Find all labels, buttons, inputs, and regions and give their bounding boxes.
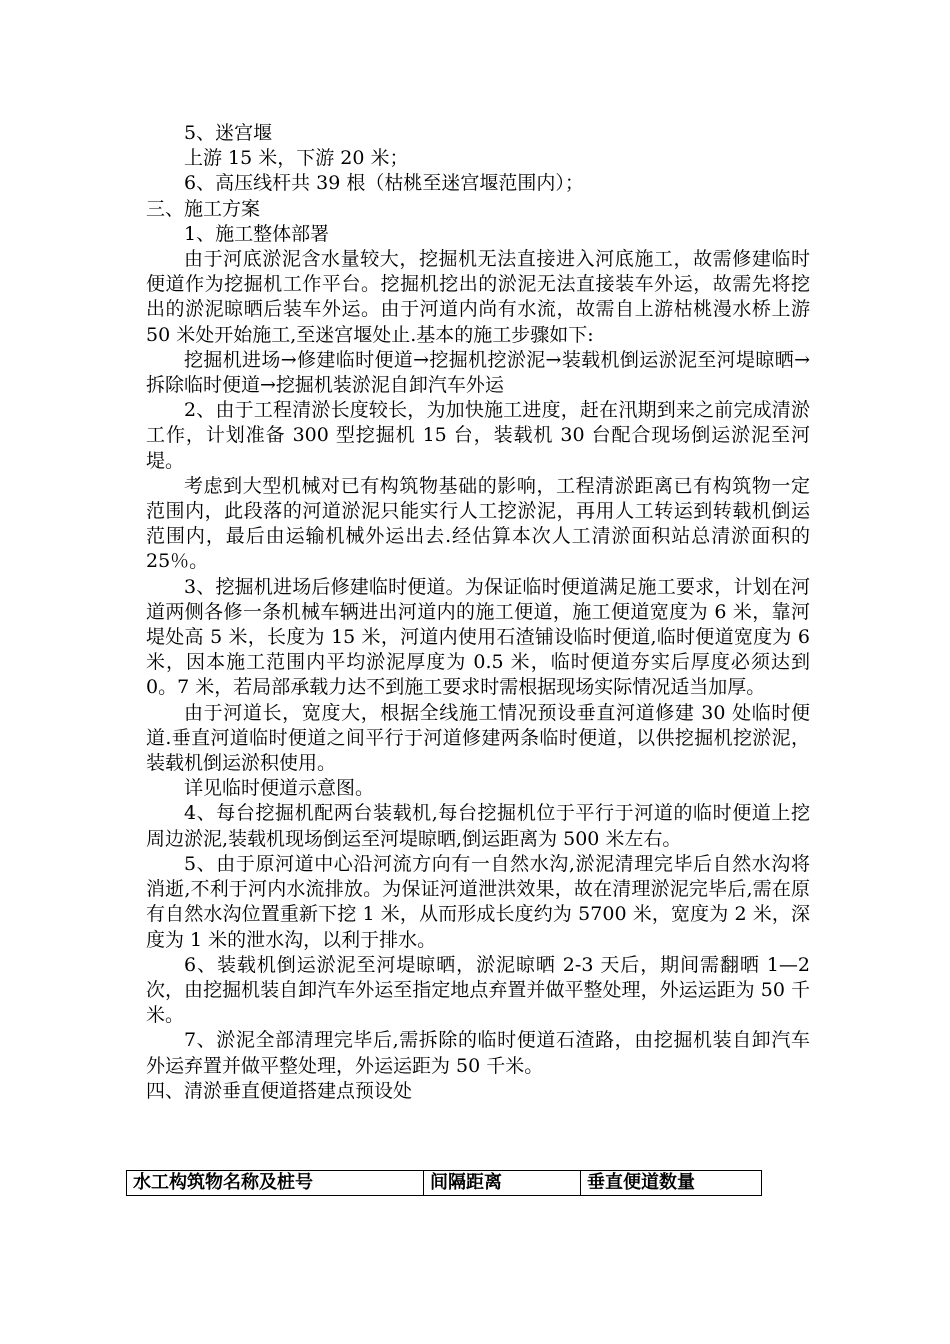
paragraph: 4、每台挖掘机配两台装载机,每台挖掘机位于平行于河道的临时便道上挖周边淤泥,装载机现场倒运至河堤晾晒,倒运距离为 500 米左右。 (146, 802, 810, 850)
data-table (126, 1170, 762, 1196)
paragraph: 挖掘机进场→修建临时便道→挖掘机挖淤泥→装载机倒运淤泥至河堤晾晒→拆除临时便道→挖掘机装淤泥自卸汽车外运 (146, 348, 810, 397)
paragraph: 考虑到大型机械对已有构筑物基础的影响，工程清淤距离已有构筑物一定范围内，此段落的河道淤泥只能实行人工挖淤泥，再用人工转运到转载机倒运范围内，最后由运输机械外运出去.经估算本次人工清淤面积站总清淤面积的 25％。 (146, 474, 810, 573)
list-item: 6、高压线杆共 39 根（枯桃至迷宫堰范围内）； (184, 172, 584, 195)
table-header-cell: 间隔距离 (424, 1171, 581, 1196)
paragraph: 由于河底淤泥含水量较大，挖掘机无法直接进入河底施工，故需修建临时便道作为挖掘机工作平台。挖掘机挖出的淤泥无法直接装车外运，故需先将挖出的淤泥晾晒后装车外运。由于河道内尚有水流，故需自上游枯桃漫水桥上游 50 米处开始施工,至迷宫堰处止.基本的施工步骤如下: (146, 248, 810, 346)
paragraph: 由于河道长，宽度大，根据全线施工情况预设垂直河道修建 30 处临时便道.垂直河道临时便道之间平行于河道修建两条临时便道，以供挖掘机挖淤泥，装载机倒运淤积使用。 (146, 701, 810, 775)
list-item: 上游 15 米，下游 20 米； (184, 147, 409, 170)
document-body (146, 121, 810, 1104)
table-header-cell: 垂直便道数量 (581, 1171, 762, 1196)
paragraph: 7、淤泥全部清理完毕后,需拆除的临时便道石渣路，由挖掘机装自卸汽车外运弃置并做平整处理，外运运距为 50 千米。 (146, 1029, 810, 1077)
paragraph: 3、挖掘机进场后修建临时便道。为保证临时便道满足施工要求，计划在河道两侧各修一条机械车辆进出河道内的施工便道，施工便道宽度为 6 米，靠河堤处高 5 米，长度为 15 米，河道内使用石渣铺设临时便道,临时便道宽度为 6 米，因本施工范围内平均淤泥厚度为 0.5 米，临时便道夯实后厚度必须达到 0。7 米，若局部承载力达不到施工要求时需根据现场实际情况适当加厚。 (146, 575, 810, 699)
subsection-heading: 1、施工整体部署 (184, 222, 330, 245)
paragraph: 6、装载机倒运淤泥至河堤晾晒，淤泥晾晒 2-3 天后，期间需翻晒 1—2 次，由挖掘机装自卸汽车外运至指定地点弃置并做平整处理，外运运距为 50 千米。 (146, 953, 810, 1027)
table-header-row (127, 1171, 762, 1196)
section-heading: 三、施工方案 (146, 197, 261, 220)
paragraph: 5、由于原河道中心沿河流方向有一自然水沟,淤泥清理完毕后自然水沟将消逝,不利于河内水流排放。为保证河道泄洪效果，故在清理淤泥完毕后,需在原有自然水沟位置重新下挖 1 米，从而形成长度约为 5700 米，宽度为 2 米，深度为 1 米的泄水沟，以利于排水。 (146, 852, 810, 951)
table-header-cell: 水工构筑物名称及桩号 (127, 1171, 424, 1196)
list-item: 5、迷宫堰 (184, 122, 273, 144)
section-heading: 四、清淤垂直便道搭建点预设处 (146, 1079, 413, 1102)
paragraph: 2、由于工程清淤长度较长，为加快施工进度，赶在汛期到来之前完成清淤工作，计划准备 300 型挖掘机 15 台，装载机 30 台配合现场倒运淤泥至河堤。 (146, 399, 810, 472)
paragraph: 详见临时便道示意图。 (184, 777, 375, 800)
